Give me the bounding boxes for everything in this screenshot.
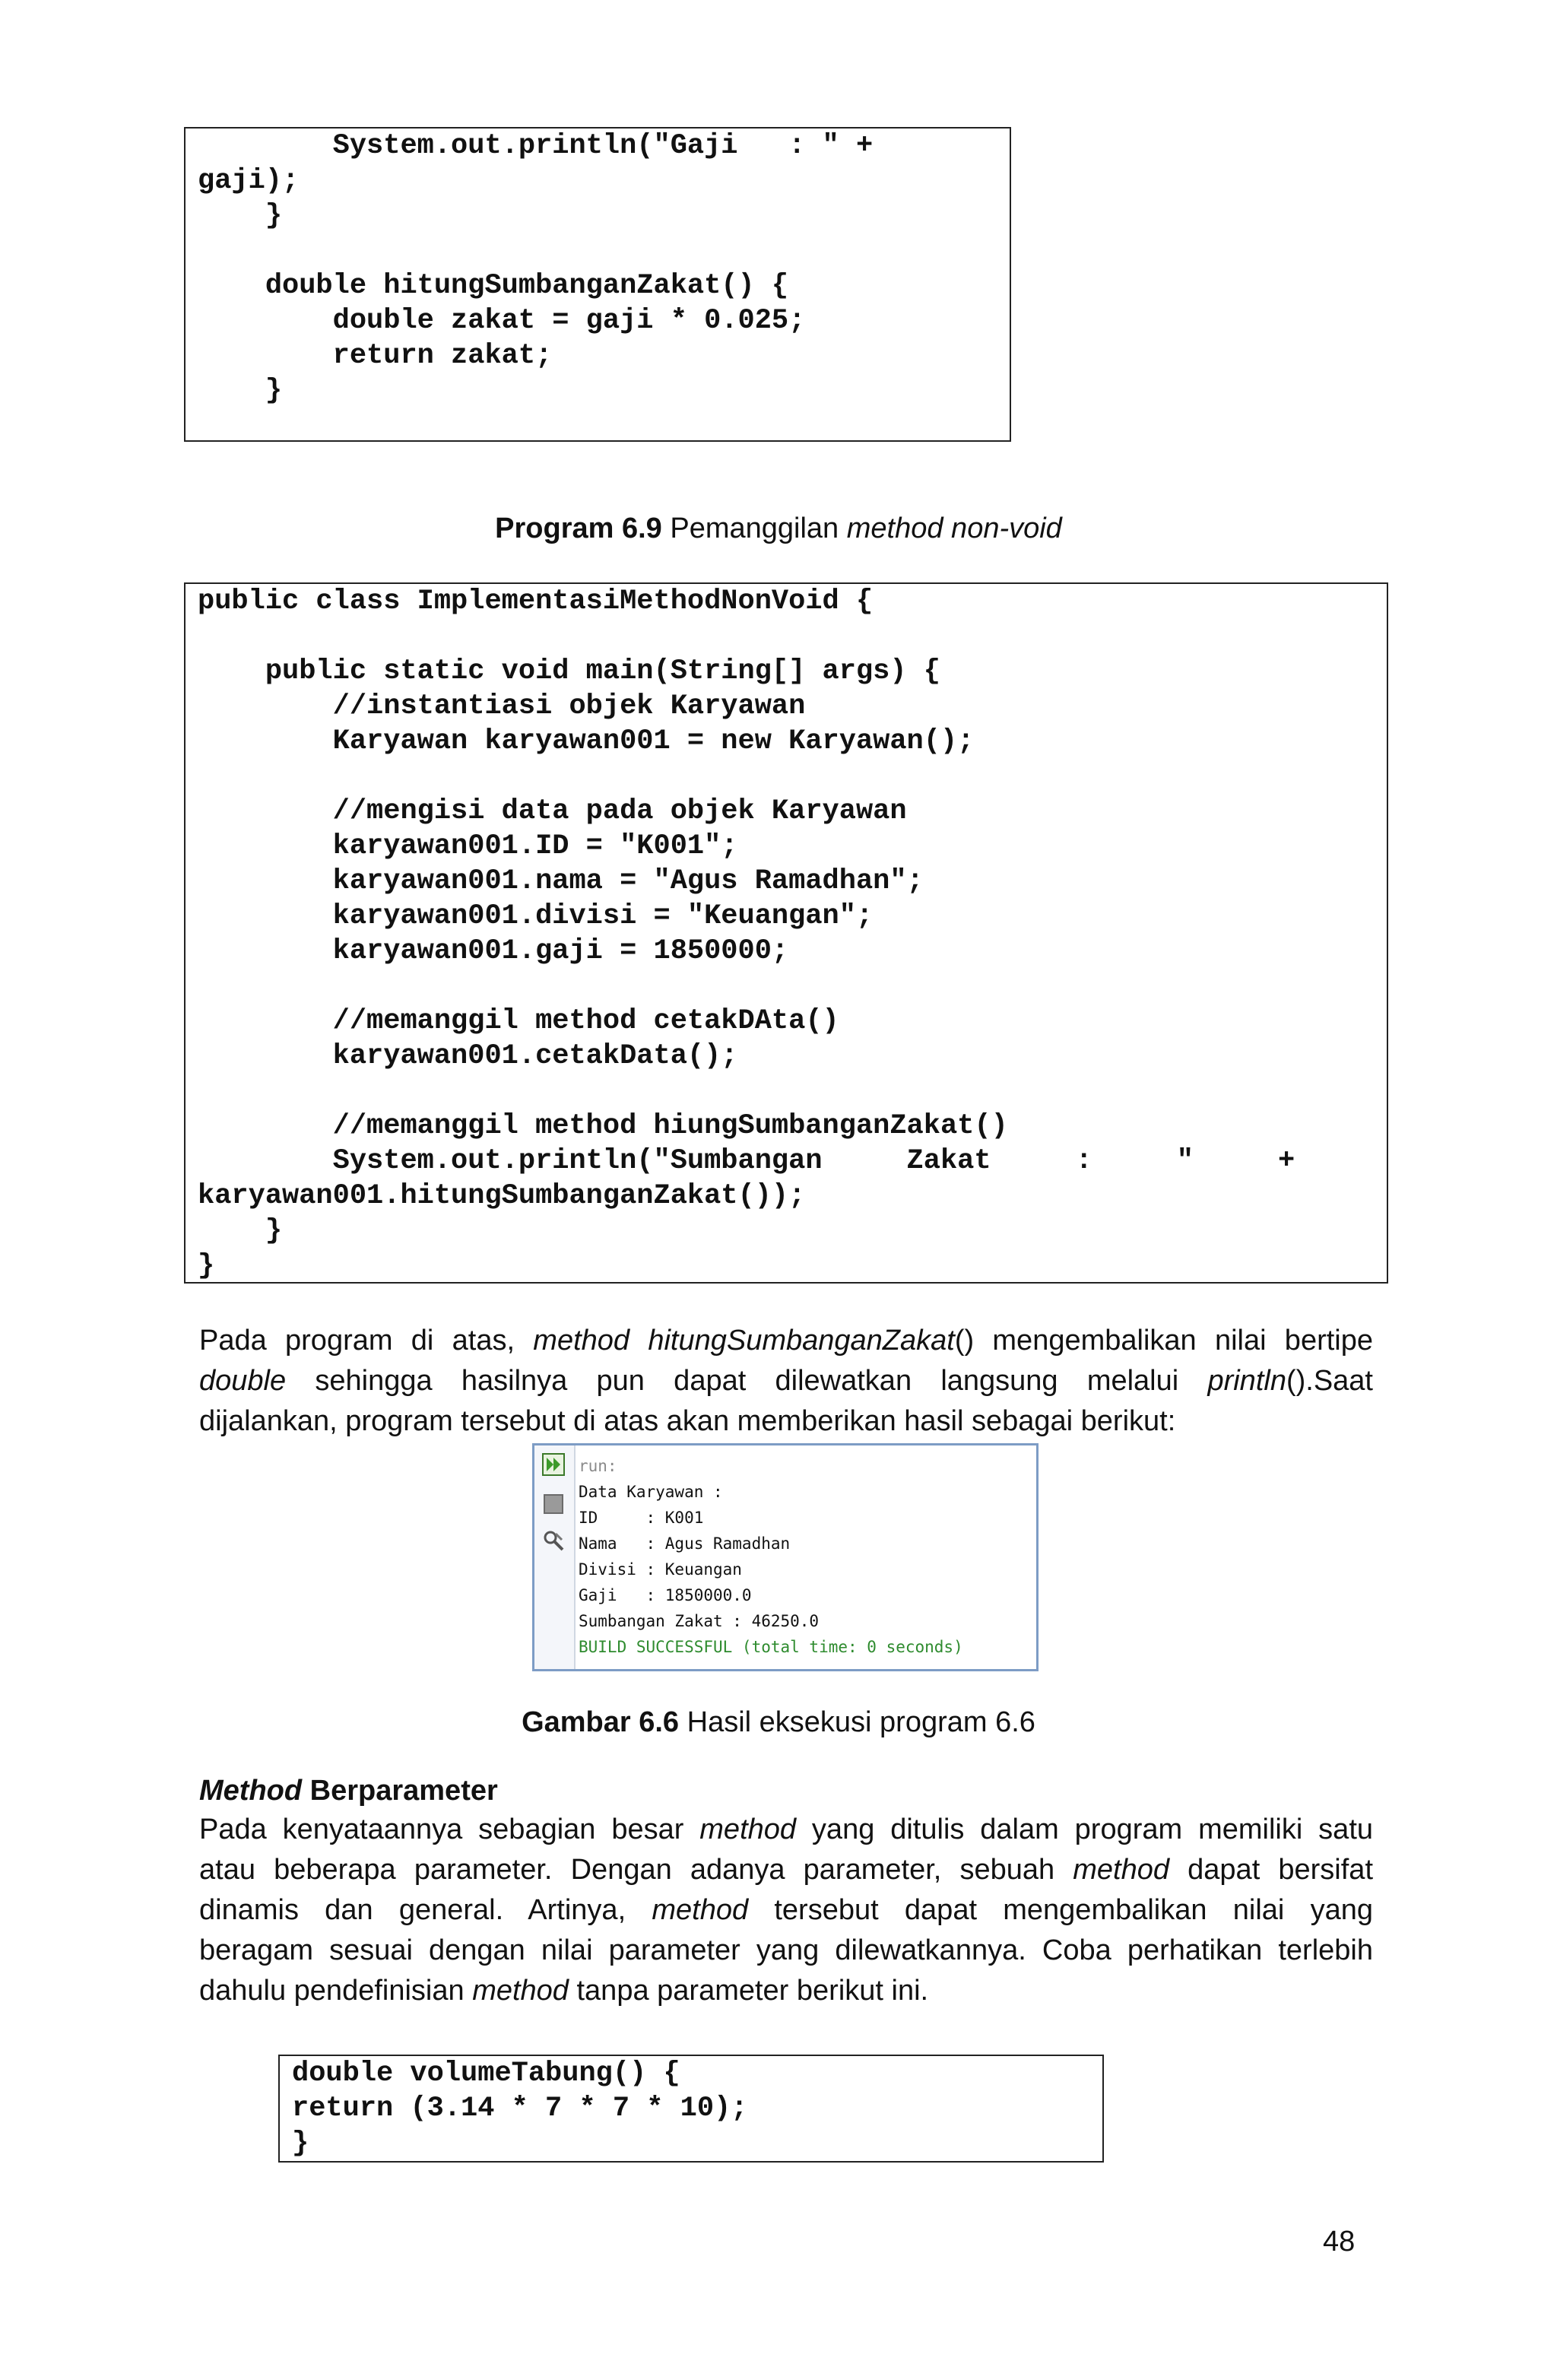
code-block-2 [184, 582, 1388, 1284]
code-block-3 [278, 2055, 1104, 2163]
section-heading-text: Berparameter [302, 1775, 498, 1807]
code-line: System.out.println("Gaji : " + [198, 130, 874, 162]
text-italic: method [1073, 1854, 1170, 1886]
code-line: } [198, 1250, 215, 1282]
paragraph-2 [199, 1810, 1373, 2011]
section-heading-italic: Method [199, 1775, 303, 1807]
rerun-icon[interactable] [542, 1453, 565, 1476]
code-line: //memanggil method cetakDAta() [198, 1005, 839, 1037]
code-line: } [198, 200, 283, 232]
console-line: Divisi : Keuangan [579, 1560, 742, 1579]
console-line: Nama : Agus Ramadhan [579, 1534, 791, 1553]
paragraph-line: beragam sesuai dengan nilai parameter yang dilewatkannya. Coba perhatikan terlebih [199, 1934, 1373, 1966]
code-line: return (3.14 * 7 * 7 * 10); [292, 2093, 748, 2125]
paragraph-line [199, 1810, 1373, 1850]
text: ().Saat [1286, 1365, 1373, 1397]
code-line: karyawan001.nama = "Agus Ramadhan"; [198, 865, 924, 897]
program-caption-text: Pemanggilan [661, 512, 847, 544]
console-line: ID : K001 [579, 1509, 704, 1527]
code-line: Karyawan karyawan001 = new Karyawan(); [198, 725, 975, 757]
code-line: } [292, 2128, 309, 2159]
code-line: double zakat = gaji * 0.025; [198, 305, 806, 337]
code-line: karyawan001.divisi = "Keuangan"; [198, 900, 874, 932]
code-line: //mengisi data pada objek Karyawan [198, 795, 907, 827]
paragraph-line [199, 1971, 1373, 2011]
code-line: karyawan001.ID = "K001"; [198, 830, 738, 862]
text-italic: println [1207, 1365, 1286, 1397]
code-line: gaji); [198, 165, 300, 197]
code-line: public class ImplementasiMethodNonVoid { [198, 585, 874, 617]
paragraph-1 [199, 1321, 1373, 1442]
code-line: } [198, 375, 283, 407]
code-line [198, 233, 997, 268]
page-number: 48 [1323, 2226, 1356, 2258]
code-line: double volumeTabung() { [292, 2058, 680, 2090]
code-line: double hitungSumbanganZakat() { [198, 270, 789, 302]
settings-icon[interactable] [542, 1529, 565, 1552]
text-italic: method hitungSumbanganZakat [533, 1325, 955, 1357]
paragraph-line [199, 1321, 1373, 1361]
program-caption [0, 511, 1557, 546]
figure-caption-label: Gambar 6.6 [522, 1706, 680, 1738]
code-line [198, 969, 1375, 1004]
code-line [198, 1074, 1375, 1109]
text: Pada program di atas, [199, 1325, 534, 1357]
code-line: System.out.println("Sumbangan Zakat : " + [198, 1145, 1295, 1177]
text-italic: method [472, 1975, 569, 2007]
text-italic: method [699, 1814, 797, 1845]
text: dapat bersifat [1169, 1854, 1373, 1886]
code-line: public static void main(String[] args) { [198, 655, 940, 687]
code-line: karyawan001.hitungSumbanganZakat()); [198, 1180, 806, 1212]
stop-icon[interactable] [542, 1493, 565, 1515]
code-line [198, 619, 1375, 654]
code-line: //memanggil method hiungSumbanganZakat() [198, 1110, 1008, 1142]
figure-caption-text: Hasil eksekusi program 6.6 [679, 1706, 1035, 1738]
code-line [198, 759, 1375, 794]
text: atau beberapa parameter. Dengan adanya parameter, sebuah [199, 1854, 1073, 1886]
code-block-1 [184, 127, 1011, 442]
section-heading [199, 1773, 498, 1808]
paragraph-line: dijalankan, program tersebut di atas akan memberikan hasil sebagai berikut: [199, 1405, 1176, 1437]
code-line: } [198, 1215, 283, 1247]
paragraph-line [199, 1850, 1373, 1890]
text-italic: method [652, 1894, 749, 1926]
text: yang ditulis dalam program memiliki satu [796, 1814, 1374, 1845]
code-line: karyawan001.cetakData(); [198, 1040, 738, 1072]
console-line: Gaji : 1850000.0 [579, 1586, 752, 1604]
console-text [579, 1453, 963, 1660]
text: dinamis dan general. Artinya, [199, 1894, 652, 1926]
figure-caption [0, 1705, 1557, 1740]
text: dahulu pendefinisian [199, 1975, 473, 2007]
text: tersebut dapat mengembalikan nilai yang [748, 1894, 1373, 1926]
program-caption-label: Program 6.9 [495, 512, 662, 544]
paragraph-line [199, 1890, 1373, 1931]
console-line: Data Karyawan : [579, 1483, 723, 1501]
console-build-status: BUILD SUCCESSFUL (total time: 0 seconds) [579, 1638, 963, 1656]
code-line: return zakat; [198, 340, 553, 372]
code-line: karyawan001.gaji = 1850000; [198, 935, 789, 967]
console-line: Sumbangan Zakat : 46250.0 [579, 1612, 820, 1630]
console-toolbar [534, 1445, 576, 1669]
console-line: run: [579, 1457, 617, 1475]
program-caption-italic: method non-void [846, 512, 1062, 544]
text: () mengembalikan nilai bertipe [954, 1325, 1373, 1357]
text: Pada kenyataannya sebagian besar [199, 1814, 700, 1845]
text: tanpa parameter berikut ini. [568, 1975, 929, 2007]
code-line: //instantiasi objek Karyawan [198, 690, 806, 722]
text: sehingga hasilnya pun dapat dilewatkan langsung melalui [286, 1365, 1208, 1397]
console-output-panel [532, 1443, 1039, 1671]
paragraph-line [199, 1361, 1373, 1401]
text-italic: double [199, 1365, 287, 1397]
